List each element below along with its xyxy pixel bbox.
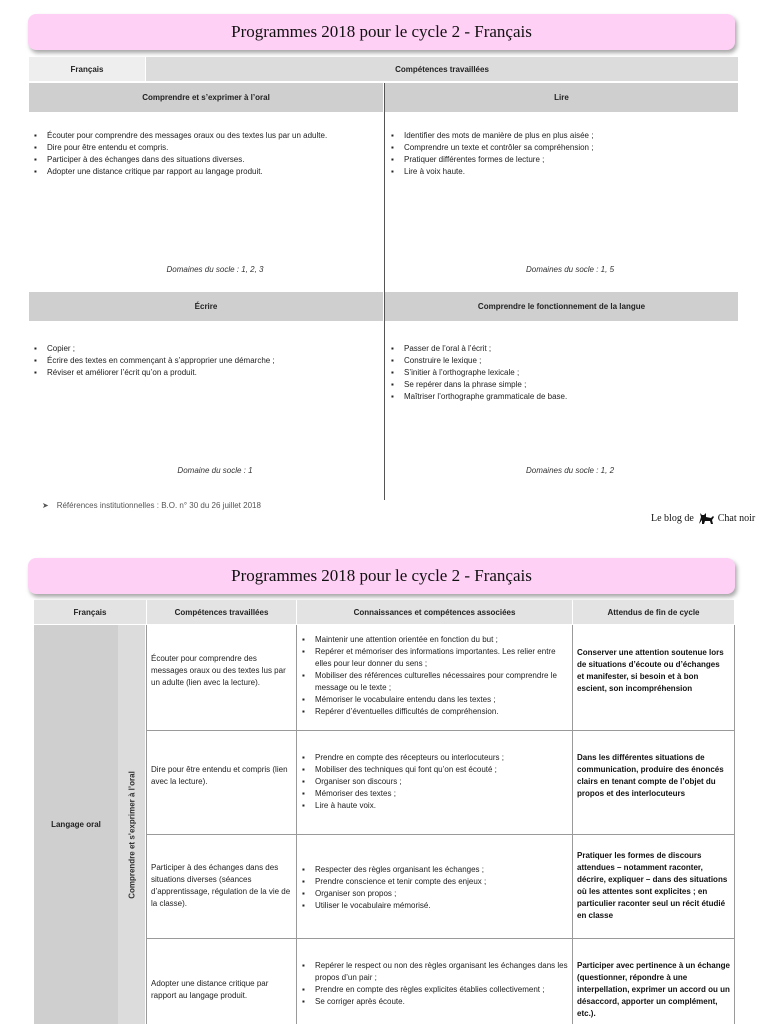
p2-vertical-label-cell — [118, 625, 145, 1024]
list-item: ▪ Se corriger après écoute. — [298, 996, 570, 1008]
list-item: ▪ Organiser son propos ; — [298, 888, 570, 900]
p2-header-attendus-label: Attendus de fin de cycle — [607, 607, 700, 617]
brand-signature — [651, 511, 755, 525]
p2-row3-attendu: Pratiquer les formes de discours attendues – notamment raconter, décrire, expliquer – dans des situations où les attentes sont explicites ; en particulier raconter seul un récit étudié en classe — [577, 851, 728, 920]
p2-row4-attendu: Participer avec pertinence à un échange (questionner, répondre à une interpellation, exprimer un accord ou un désaccord, apporter un complément, etc.). — [577, 961, 730, 1018]
p1-header-competences — [146, 57, 738, 81]
list-item: ▪ Mobiliser des techniques qui font qu’on est écouté ; — [298, 764, 570, 776]
page2-title-banner — [28, 558, 735, 594]
cat-icon — [697, 511, 715, 525]
list-item: ▪ Écrire des textes en commençant à s’approprier une démarche ; — [30, 355, 380, 367]
p1-q3-header — [29, 292, 383, 321]
p1-q4-list — [387, 343, 737, 403]
p2-header-attendus — [573, 600, 734, 624]
list-item: ▪ Mémoriser le vocabulaire entendu dans les textes ; — [298, 694, 570, 706]
p2-row2-list — [298, 752, 570, 812]
p2-header-competences — [147, 600, 296, 624]
list-item: ▪ Réviser et améliorer l’écrit qu’on a produit. — [30, 367, 380, 379]
brand-suffix: Chat noir — [717, 512, 756, 524]
p2-col-divider-2 — [572, 625, 573, 1024]
p1-references-text: Références institutionnelles : B.O. n° 30 du 26 juillet 2018 — [56, 501, 261, 510]
page1-title: Programmes 2018 pour le cycle 2 - Français — [231, 22, 532, 41]
list-item: ▪ Mobiliser des références culturelles nécessaires pour comprendre le message ou le texte ; — [298, 670, 570, 694]
p1-header-subject-label: Français — [70, 64, 104, 74]
p2-row4-list — [298, 960, 570, 1008]
p1-q2-header-label: Lire — [554, 93, 569, 102]
list-item: ▪ Utiliser le vocabulaire mémorisé. — [298, 900, 570, 912]
p2-row1-attendu: Conserver une attention soutenue lors de situations d’écoute ou d’échanges et manifester, si besoin et à bon escient, son incompréhension — [577, 648, 724, 693]
list-item: ▪ Comprendre un texte et contrôler sa compréhension ; — [387, 142, 737, 154]
p2-row2-attendu: Dans les différentes situations de communication, produire des énoncés clairs en tenant compte de l’objet du propos et des interlocuteurs — [577, 753, 724, 798]
list-item: ▪ Maintenir une attention orientée en fonction du but ; — [298, 634, 570, 646]
p1-header-competences-label: Compétences travaillées — [395, 64, 489, 74]
p1-references — [42, 501, 261, 510]
list-item: ▪ Participer à des échanges dans des situations diverses. — [30, 154, 380, 166]
p2-vertical-label: Comprendre et s’exprimer à l’oral — [127, 771, 136, 899]
p2-row1-list — [298, 634, 570, 718]
list-item: ▪ Mémoriser des textes ; — [298, 788, 570, 800]
p2-row4-competence: Adopter une distance critique par rapport au langage produit. — [151, 979, 269, 1000]
p1-q1-domain: Domaines du socle : 1, 2, 3 — [166, 265, 264, 274]
list-item: ▪ Pratiquer différentes formes de lecture ; — [387, 154, 737, 166]
p1-q4-header-label: Comprendre le fonctionnement de la langue — [477, 302, 646, 311]
list-item: ▪ Lire à voix haute. — [387, 166, 737, 178]
p1-q3-header-label: Écrire — [194, 302, 218, 311]
p2-row3-list — [298, 864, 570, 912]
page2-title: Programmes 2018 pour le cycle 2 - Français — [231, 566, 532, 585]
p1-q1-header-label: Comprendre et s’exprimer à l’oral — [142, 93, 270, 102]
brand-prefix: Le blog de — [651, 512, 694, 524]
p1-q4-header — [385, 292, 738, 321]
list-item: ▪ Repérer le respect ou non des règles organisant les échanges dans les propos d’un pair ; — [298, 960, 570, 984]
list-item: ▪ Repérer et mémoriser des informations importantes. Les relier entre elles pour leur donner du sens ; — [298, 646, 570, 670]
p2-col-divider-3 — [734, 625, 735, 1024]
p2-row3-competence: Participer à des échanges dans des situations diverses (séances d’apprentissage, régulation de la vie de la classe). — [151, 863, 291, 908]
p2-row-divider-3 — [146, 938, 735, 939]
p1-q2-header — [385, 83, 738, 112]
p1-q2-list — [387, 130, 737, 178]
p1-q3-domain: Domaine du socle : 1 — [177, 466, 253, 475]
list-item: ▪ Écouter pour comprendre des messages oraux ou des textes lus par un adulte. — [30, 130, 380, 142]
list-item: ▪ Prendre conscience et tenir compte des enjeux ; — [298, 876, 570, 888]
p1-q1-list — [30, 130, 380, 178]
p2-header-subject-label: Français — [73, 607, 107, 617]
list-item: ▪ Organiser son discours ; — [298, 776, 570, 788]
p2-col-divider-1 — [296, 625, 297, 1024]
p2-row2-competence: Dire pour être entendu et compris (lien avec la lecture). — [151, 765, 288, 786]
list-item: ▪ Se repérer dans la phrase simple ; — [387, 379, 737, 391]
p1-header-subject — [29, 57, 145, 81]
p2-row1-competence: Écouter pour comprendre des messages oraux ou des textes lus par un adulte (lien avec la lecture). — [151, 654, 286, 687]
p2-col-divider-0 — [146, 625, 147, 1024]
p2-domain-cell — [34, 625, 118, 1024]
list-item: ▪ Prendre en compte des règles explicites établies collectivement ; — [298, 984, 570, 996]
list-item: ▪ Repérer d’éventuelles difficultés de compréhension. — [298, 706, 570, 718]
p2-header-competences-label: Compétences travaillées — [174, 607, 269, 617]
p2-domain-label: Langage oral — [51, 820, 101, 829]
list-item: ▪ Maîtriser l’orthographe grammaticale de base. — [387, 391, 737, 403]
list-item: ▪ Copier ; — [30, 343, 380, 355]
list-item: ▪ Lire à haute voix. — [298, 800, 570, 812]
p2-row-divider-2 — [146, 834, 735, 835]
p1-q3-list — [30, 343, 380, 379]
list-item: ▪ Respecter des règles organisant les échanges ; — [298, 864, 570, 876]
p2-header-connaissances — [297, 600, 572, 624]
p1-q2-domain: Domaines du socle : 1, 5 — [525, 265, 615, 274]
p1-q4-domain: Domaines du socle : 1, 2 — [525, 466, 615, 475]
p1-center-divider — [384, 83, 385, 500]
p2-header-subject — [34, 600, 146, 624]
list-item: ▪ Adopter une distance critique par rapport au langage produit. — [30, 166, 380, 178]
list-item: ▪ Identifier des mots de manière de plus en plus aisée ; — [387, 130, 737, 142]
page1-title-banner — [28, 14, 735, 50]
list-item: ▪ Prendre en compte des récepteurs ou interlocuteurs ; — [298, 752, 570, 764]
list-item: ▪ Construire le lexique ; — [387, 355, 737, 367]
arrow-bullet-icon: ➤ — [42, 501, 49, 510]
list-item: ▪ Dire pour être entendu et compris. — [30, 142, 380, 154]
list-item: ▪ S’initier à l’orthographe lexicale ; — [387, 367, 737, 379]
p1-q1-header — [29, 83, 383, 112]
p2-header-connaissances-label: Connaissances et compétences associées — [353, 607, 516, 617]
list-item: ▪ Passer de l’oral à l’écrit ; — [387, 343, 737, 355]
p2-row-divider-1 — [146, 730, 735, 731]
